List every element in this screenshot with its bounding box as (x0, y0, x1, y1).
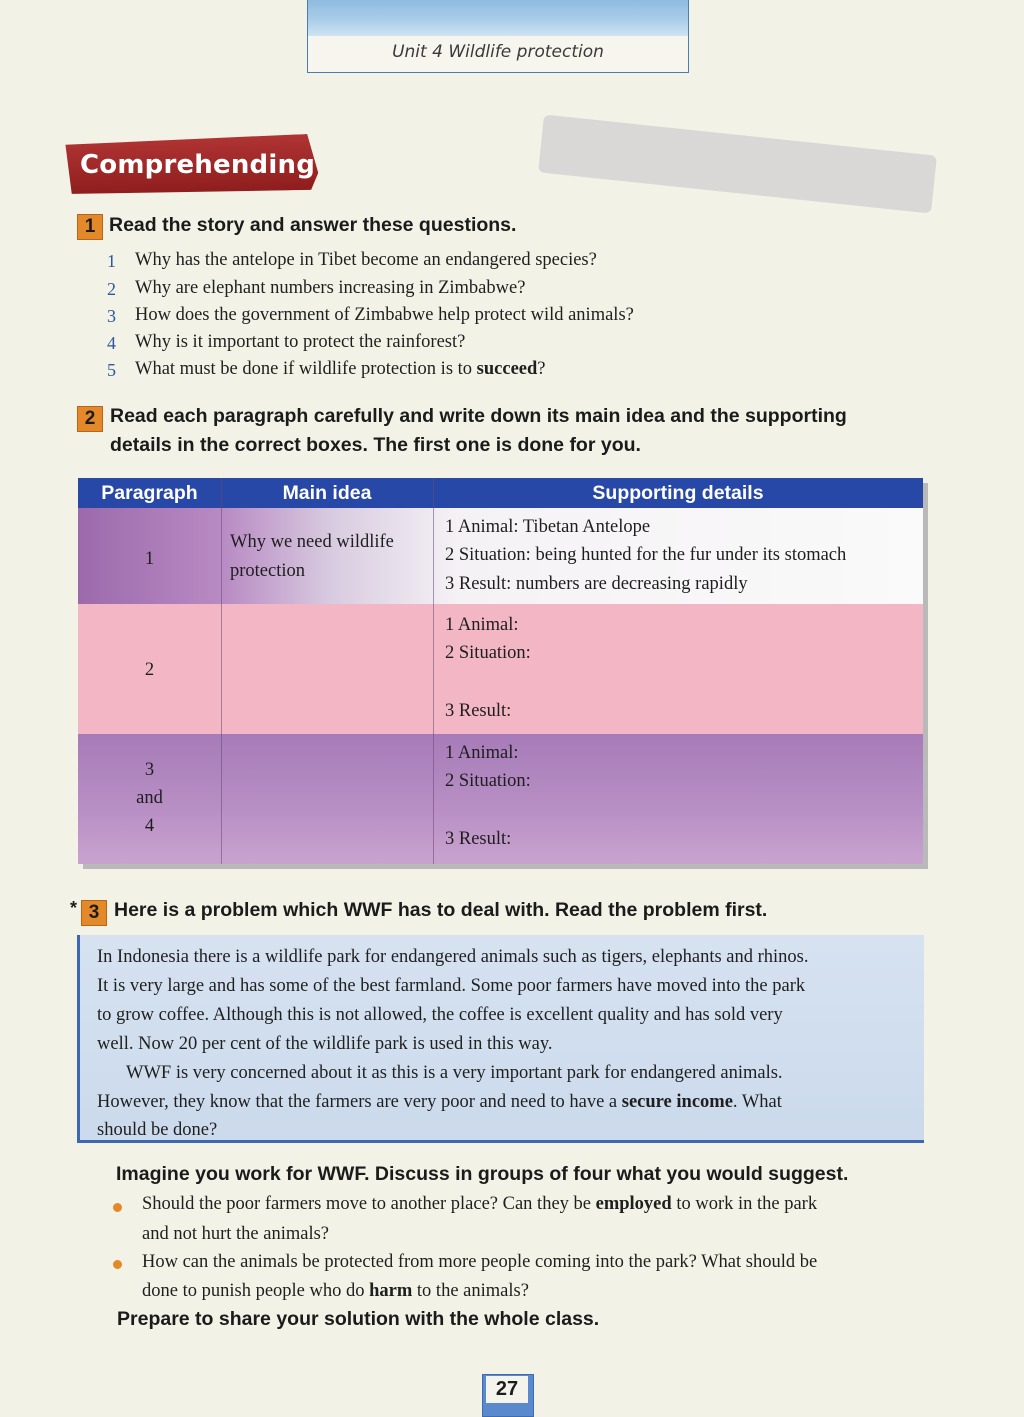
task-1-heading: Read the story and answer these questions. (109, 214, 517, 236)
question-number: 1 (107, 251, 116, 271)
discussion-instruction: Imagine you work for WWF. Discuss in groups of four what you would suggest. (116, 1163, 849, 1185)
question-text: Why has the antelope in Tibet become an endangered species? (135, 250, 597, 270)
problem-line: However, they know that the farmers are very poor and need to have a secure income. What (97, 1092, 782, 1112)
task-2-number: 2 (77, 406, 103, 432)
question-text: How does the government of Zimbabwe help protect wild animals? (135, 305, 634, 325)
bullet-icon (113, 1260, 122, 1269)
page-number: 27 (486, 1376, 528, 1403)
task-3-number: 3 (81, 900, 107, 926)
problem-line: In Indonesia there is a wildlife park for endangered animals such as tigers, elephants and rhinos. (97, 947, 809, 967)
unit-title: Unit 4 Wildlife protection (392, 42, 604, 62)
suggestion-question: How can the animals be protected from more people coming into the park? What should be (142, 1252, 818, 1272)
row-main-idea: protection (230, 561, 306, 581)
suggestion-question: Should the poor farmers move to another place? Can they be employed to work in the park (142, 1194, 818, 1214)
task-1-number: 1 (77, 214, 103, 240)
question-number: 4 (107, 333, 116, 353)
row-main-idea: Why we need wildlife (230, 532, 394, 552)
supporting-detail: 2 Situation: (445, 643, 531, 663)
row-paragraph-number: 3 (144, 760, 155, 780)
supporting-detail: 2 Situation: (445, 771, 531, 791)
supporting-detail: 1 Animal: (445, 743, 519, 763)
bullet-icon (113, 1203, 122, 1212)
prepare-instruction: Prepare to share your solution with the whole class. (117, 1308, 600, 1330)
table-header-main-idea: Main idea (221, 478, 433, 508)
problem-box (77, 935, 924, 1143)
row-paragraph-number: 1 (144, 549, 155, 569)
unit-header-tab (307, 0, 689, 73)
header-water-image (308, 0, 688, 36)
row-paragraph-number: and (136, 788, 163, 808)
bleed-through-banner (538, 115, 937, 214)
question-text: What must be done if wildlife protection is to succeed? (135, 359, 546, 379)
question-text: Why are elephant numbers increasing in Zimbabwe? (135, 278, 526, 298)
supporting-detail: 1 Animal: Tibetan Antelope (445, 517, 651, 537)
problem-line: well. Now 20 per cent of the wildlife park is used in this way. (97, 1034, 553, 1054)
supporting-detail: 3 Result: (445, 829, 512, 849)
problem-line: WWF is very concerned about it as this is a very important park for endangered animals. (126, 1063, 783, 1083)
question-number: 5 (107, 360, 116, 380)
table-header-supporting-details: Supporting details (433, 478, 923, 508)
optional-star: * (70, 898, 78, 918)
row-paragraph-number: 4 (144, 816, 155, 836)
main-idea-table (78, 478, 923, 864)
column-divider (221, 478, 222, 864)
problem-line: to grow coffee. Although this is not allowed, the coffee is excellent quality and has sold very (97, 1005, 783, 1025)
section-title: Comprehending (80, 150, 316, 180)
task-3-heading: Here is a problem which WWF has to deal with. Read the problem first. (114, 899, 768, 921)
question-number: 2 (107, 279, 116, 299)
problem-line: should be done? (97, 1120, 218, 1140)
column-divider (433, 478, 434, 864)
question-number: 3 (107, 306, 116, 326)
supporting-detail: 1 Animal: (445, 615, 519, 635)
table-header-paragraph: Paragraph (78, 478, 221, 508)
supporting-detail: 3 Result: numbers are decreasing rapidly (445, 574, 748, 594)
question-text: Why is it important to protect the rainforest? (135, 332, 466, 352)
problem-line: It is very large and has some of the best farmland. Some poor farmers have moved into the park (97, 976, 806, 996)
suggestion-question: done to punish people who do harm to the animals? (142, 1281, 529, 1301)
suggestion-question: and not hurt the animals? (142, 1224, 330, 1244)
supporting-detail: 2 Situation: being hunted for the fur under its stomach (445, 545, 847, 565)
task-2-heading-line2: details in the correct boxes. The first one is done for you. (110, 434, 641, 456)
task-2-heading-line1: Read each paragraph carefully and write down its main idea and the supporting (110, 405, 847, 427)
row-paragraph-number: 2 (144, 660, 155, 680)
supporting-detail: 3 Result: (445, 701, 512, 721)
